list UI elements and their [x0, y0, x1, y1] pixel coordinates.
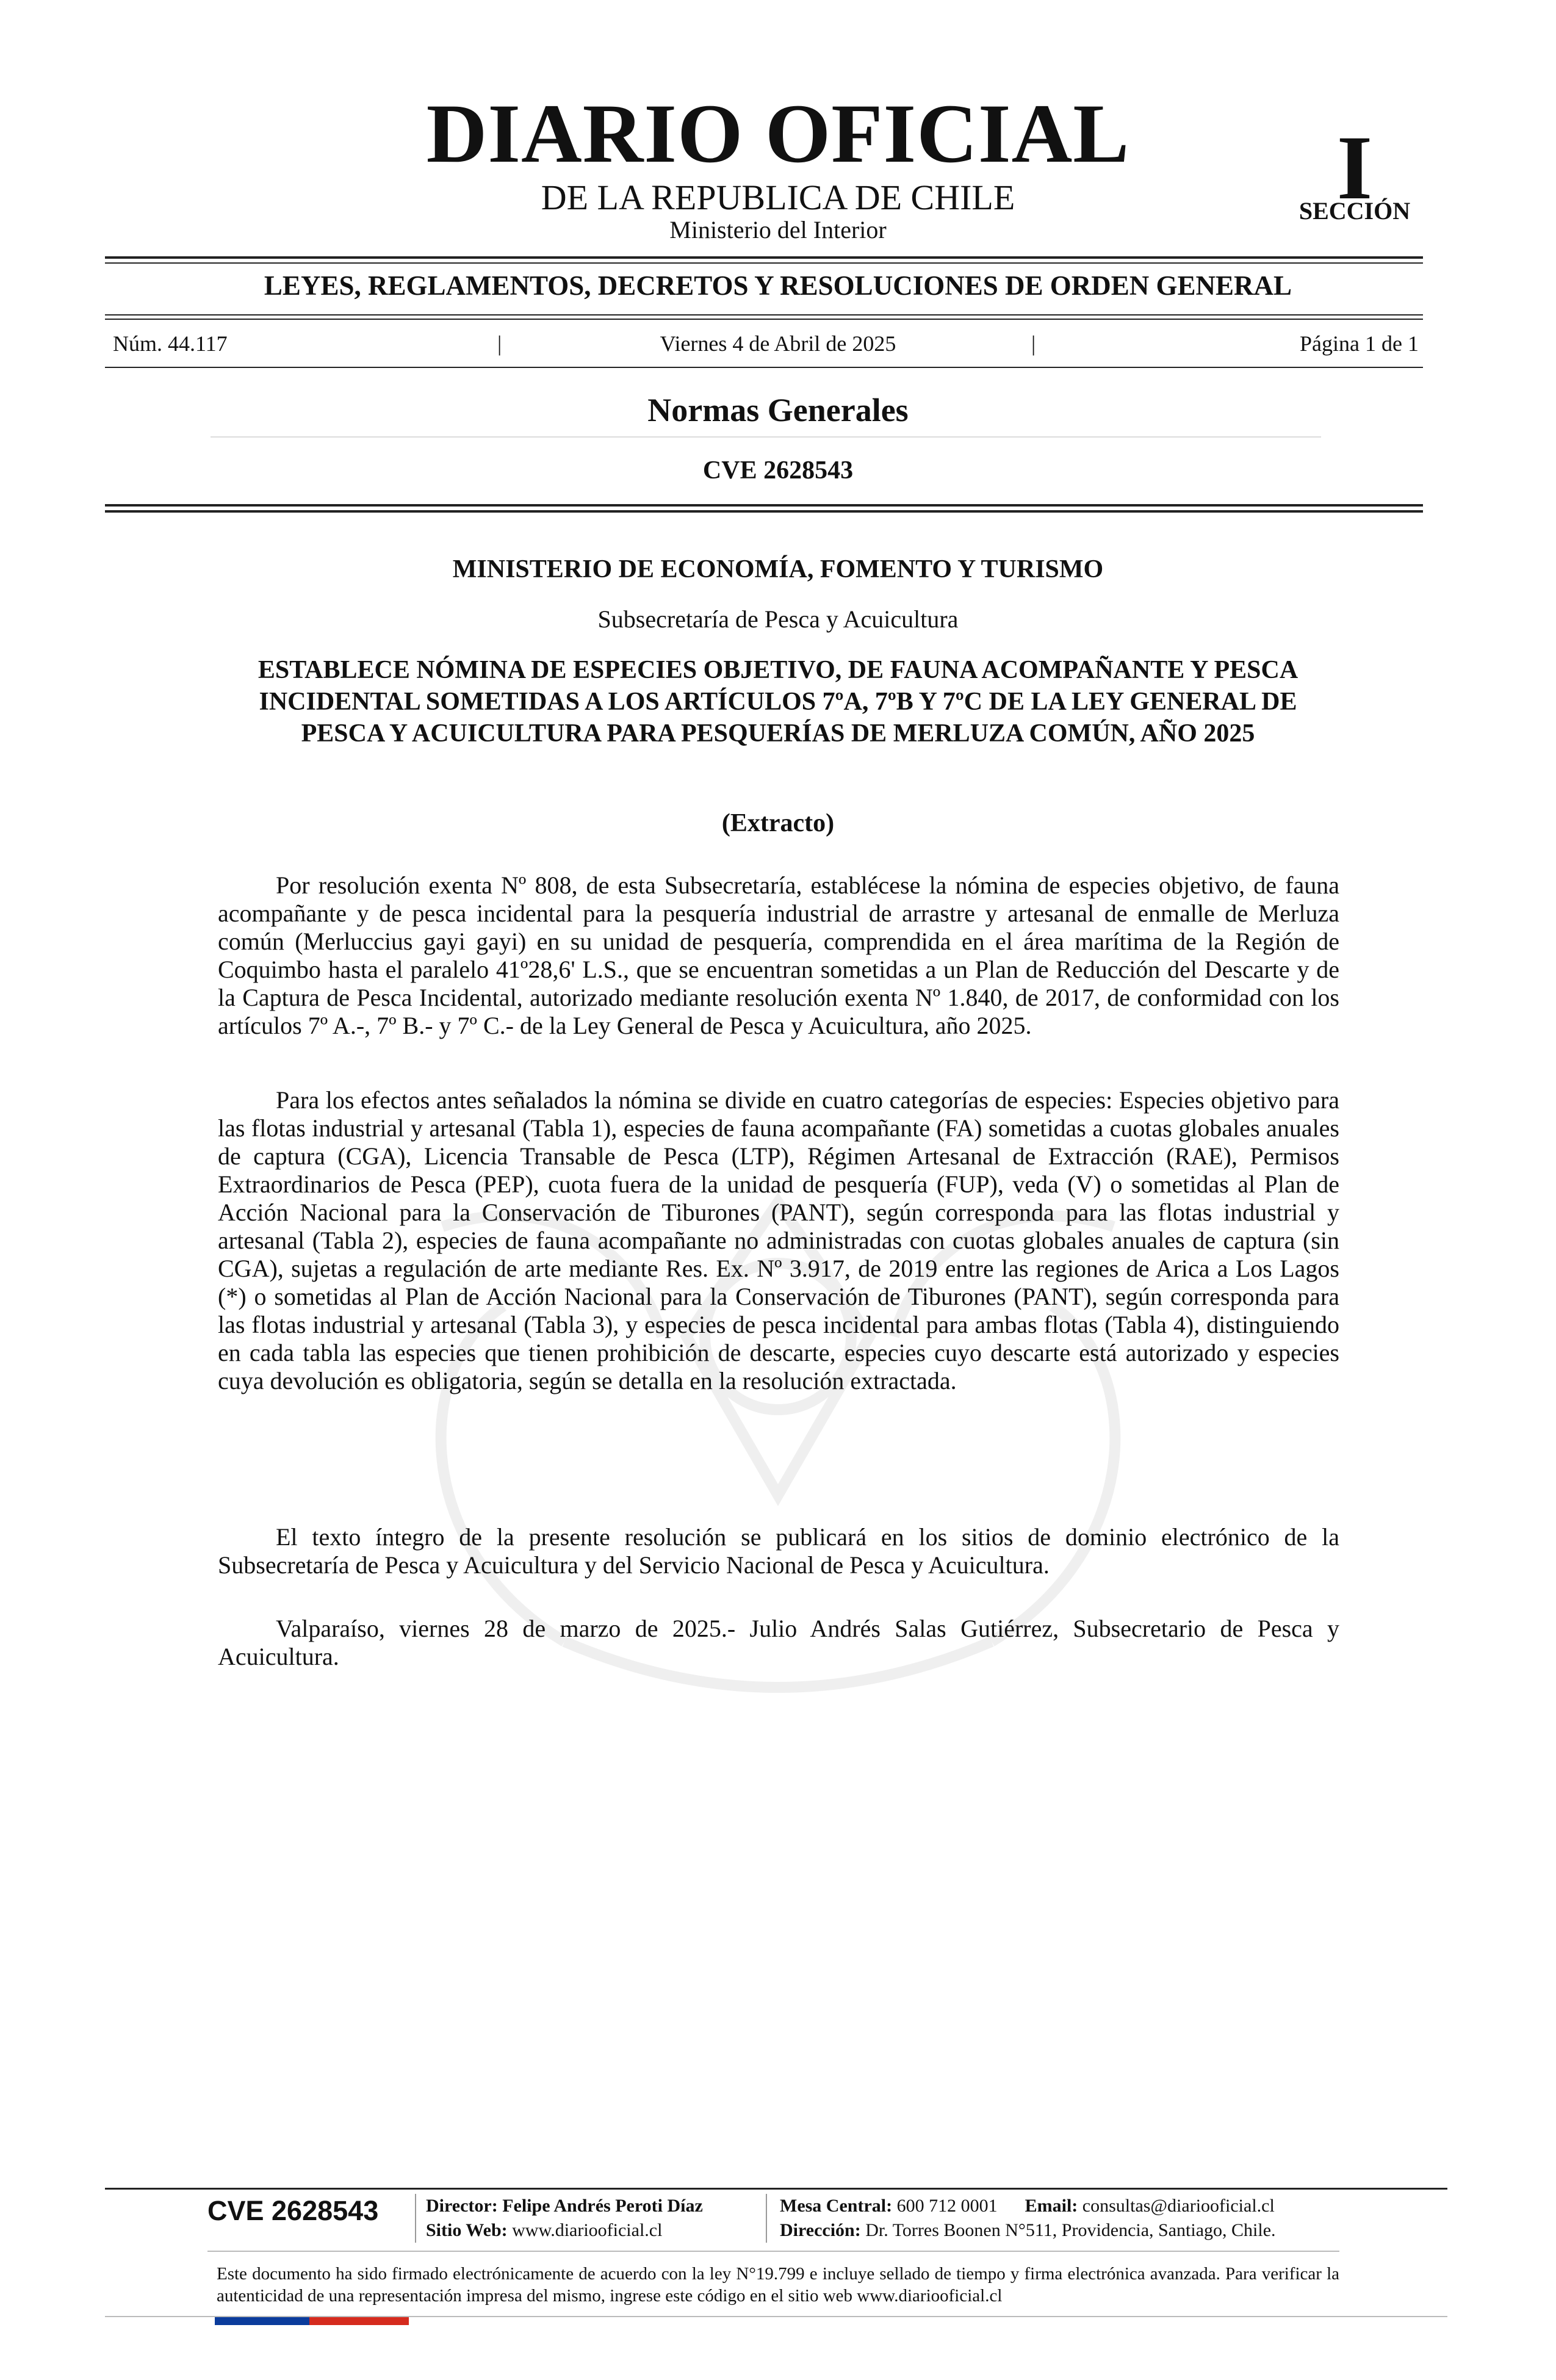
body-paragraph: El texto íntegro de la presente resolución se publicará en los sitios de dominio electrónico de la Subsecretaría de Pesca y Acuicultura y del Servicio Nacional de Pesca y Acuicultura. [218, 1523, 1339, 1579]
section-title: Normas Generales [647, 392, 909, 428]
issue-separator: | [497, 331, 502, 356]
band-divider-top-thin [105, 319, 1423, 320]
section-label: SECCIÓN [1298, 197, 1411, 225]
website-link[interactable]: www.diariooficial.cl [512, 2220, 663, 2240]
footer-cve: CVE 2628543 [207, 2195, 379, 2226]
header-divider-second [105, 510, 1423, 513]
footer-director [426, 2197, 703, 2215]
footer-inner-divider [207, 2251, 1339, 2252]
section-numeral: I [1336, 117, 1373, 218]
issuing-subsecretariat: Subsecretaría de Pesca y Acuicultura [597, 605, 959, 633]
issue-divider [105, 367, 1423, 368]
resolution-title: ESTABLECE NÓMINA DE ESPECIES OBJETIVO, DE FAUNA ACOMPAÑANTE Y PESCA INCIDENTAL SOMETIDAS A LOS ARTÍCULOS 7ºA, 7ºB Y 7ºC DE LA LEY GENERAL DE PESCA Y ACUICULTURA PARA PESQUERÍAS DE MERLUZA COMÚN, AÑO 2025 [258, 656, 1298, 748]
band-divider-top [105, 314, 1423, 316]
section-title-underline [211, 436, 1321, 438]
issue-page: Página 1 de 1 [1300, 331, 1419, 356]
signature-paragraph: Valparaíso, viernes 28 de marzo de 2025.- Julio Andrés Salas Gutiérrez, Subsecretario de Pesca y Acuicultura. [218, 1615, 1339, 1670]
flag-stripe-blue [215, 2317, 309, 2325]
issuing-ministry: MINISTERIO DE ECONOMÍA, FOMENTO Y TURISMO [452, 555, 1104, 583]
masthead-divider [105, 256, 1423, 259]
category-band-title: LEYES, REGLAMENTOS, DECRETOS Y RESOLUCIONES DE ORDEN GENERAL [264, 270, 1292, 301]
masthead-divider-thin [105, 262, 1423, 264]
email-label: Email: [1025, 2196, 1078, 2216]
phone-label: Mesa Central: [780, 2196, 893, 2216]
body-paragraph: Por resolución exenta Nº 808, de esta Subsecretaría, establécese la nómina de especies objetivo, de fauna acompañante y de pesca incidental para la pesquería industrial de arrastre y artesanal de enmalle de Merluza común (Merluccius gayi gayi) en su unidad de pesquería, comprendida en el área marítima de la Región de Coquimbo hasta el paralelo 41º28,6' L.S., que se encuentran sometidas a un Plan de Reducción del Descarte y de la Captura de Pesca Incidental, autorizado mediante resolución exenta Nº 1.840, de 2017, de conformidad con los artículos 7º A.-, 7º B.- y 7º C.- de la Ley General de Pesca y Acuicultura, año 2025. [218, 871, 1339, 1039]
director-label: Director: [426, 2196, 498, 2216]
director-name: Felipe Andrés Peroti Díaz [502, 2196, 703, 2216]
address-label: Dirección: [780, 2220, 861, 2240]
electronic-signature-notice: Este documento ha sido firmado electrónicamente de acuerdo con la ley N°19.799 e incluye sellado de tiempo y firma electrónica avanzada. Para verificar la autenticidad de una representación impresa del mismo, ingrese este código en el sitio web www.diariooficial.cl [217, 2264, 1339, 2306]
issue-number: Núm. 44.117 [113, 331, 228, 356]
website-label: Sitio Web: [426, 2220, 508, 2240]
masthead-subtitle: DE LA REPUBLICA DE CHILE [541, 178, 1015, 217]
email-link[interactable]: consultas@diariooficial.cl [1082, 2196, 1275, 2216]
address-text: Dr. Torres Boonen N°511, Providencia, Santiago, Chile. [865, 2220, 1276, 2240]
issue-date: Viernes 4 de Abril de 2025 [660, 331, 896, 356]
section-cve: CVE 2628543 [702, 456, 854, 485]
footer-divider [105, 2188, 1447, 2190]
masthead-ministry: Ministerio del Interior [669, 216, 887, 243]
footer-separator [766, 2194, 767, 2243]
phone-number: 600 712 0001 [896, 2196, 998, 2216]
flag-stripe-red [309, 2317, 409, 2325]
masthead-title: DIARIO OFICIAL [426, 87, 1130, 180]
header-divider [105, 504, 1423, 507]
body-paragraph: Para los efectos antes señalados la nómina se divide en cuatro categorías de especies: Especies objetivo para las flotas industrial y artesanal (Tabla 1), especies de fauna acompañante (FA) sometidas a cuotas globales anuales de captura (CGA), Licencia Transable de Pesca (LTP), Régimen Artesanal de Extracción (RAE), Permisos Extraordinarios de Pesca (PEP), cuota fuera de la unidad de pesquería (FUP), veda (V) o sometidas al Plan de Acción Nacional para la Conservación de Tiburones (PANT), según corresponda para las flotas industrial y artesanal (Tabla 2), especies de fauna acompañante no administradas con cuotas globales anuales de captura (sin CGA), sujetas a regulación de arte mediante Res. Ex. Nº 3.917, de 2019 entre las regiones de Arica a Los Lagos (*) o sometidas al Plan de Acción Nacional para la Conservación de Tiburones (PANT), según corresponda para las flotas industrial y artesanal (Tabla 3), y especies de pesca incidental para ambas flotas (Tabla 4), distinguiendo en cada tabla las especies que tienen prohibición de descarte, especies cuyo descarte está autorizado y especies cuya devolución es obligatoria, según se detalla en la resolución extractada. [218, 1086, 1339, 1394]
resolution-subtitle: (Extracto) [721, 809, 835, 837]
footer-contact [780, 2197, 1275, 2215]
footer-separator [415, 2194, 416, 2243]
footer-website [426, 2221, 662, 2240]
footer-address [780, 2221, 1276, 2240]
issue-separator: | [1031, 331, 1036, 356]
